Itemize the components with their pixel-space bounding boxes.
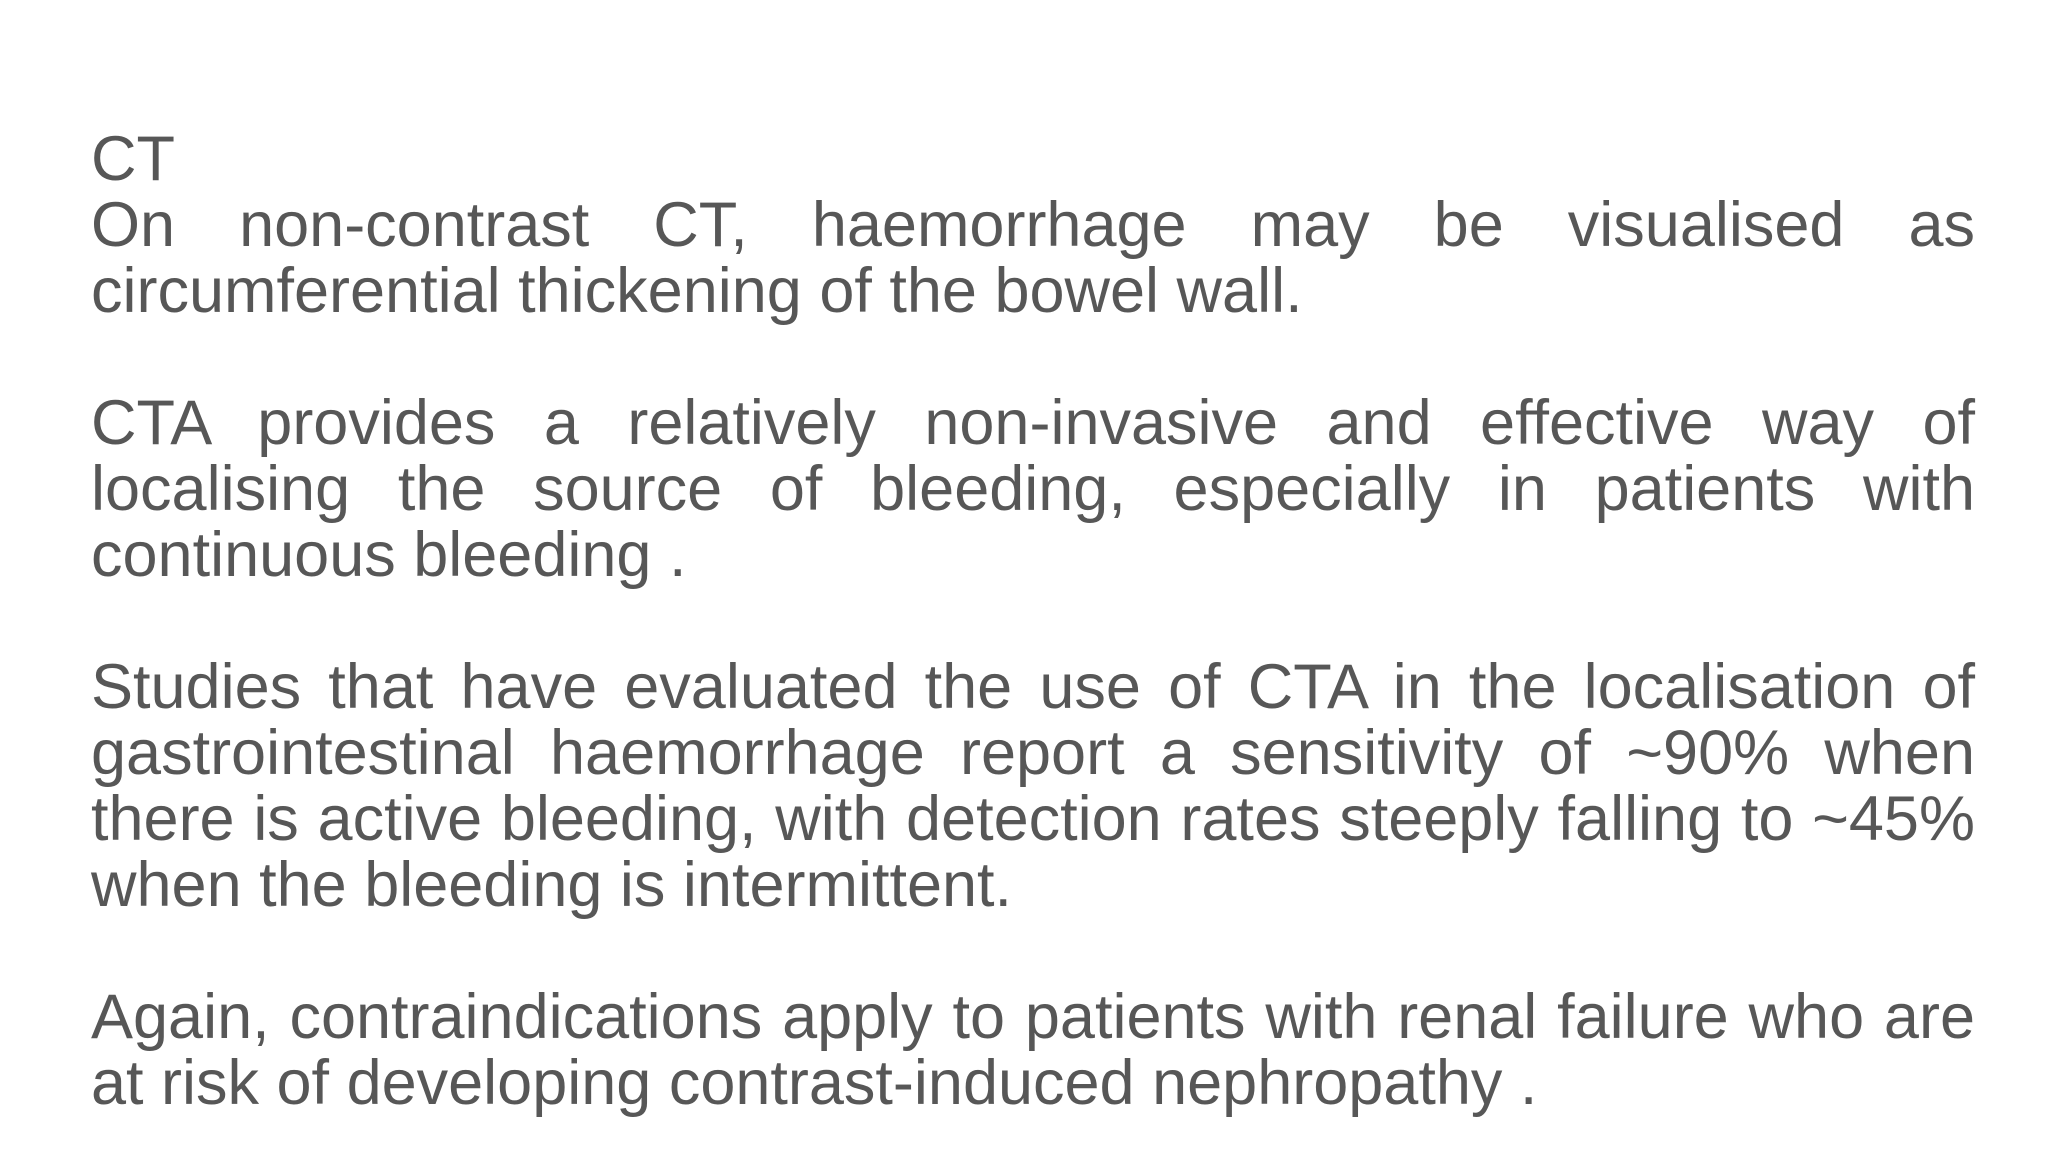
paragraph-cta-localisation: CTA provides a relatively non-invasive and effective way of localising the source of bleeding, especially in patients with continuous bleeding . [91, 388, 1975, 590]
slide-heading: CT [91, 124, 175, 194]
paragraph-spacer [91, 918, 1975, 984]
paragraph-spacer [91, 324, 1975, 390]
paragraph-non-contrast-ct: On non-contrast CT, haemorrhage may be visualised as circumferential thickening of the bowel wall. [91, 190, 1975, 326]
paragraph-contraindications: Again, contraindications apply to patients with renal failure who are at risk of developing contrast-induced nephropathy . [91, 982, 1975, 1118]
slide-text-body [91, 126, 1975, 1116]
paragraph-spacer [91, 588, 1975, 654]
paragraph-cta-sensitivity: Studies that have evaluated the use of CTA in the localisation of gastrointestinal haemorrhage report a sensitivity of ~90% when there is active bleeding, with detection rates steeply falling to ~45% when the bleeding is intermittent. [91, 652, 1975, 920]
